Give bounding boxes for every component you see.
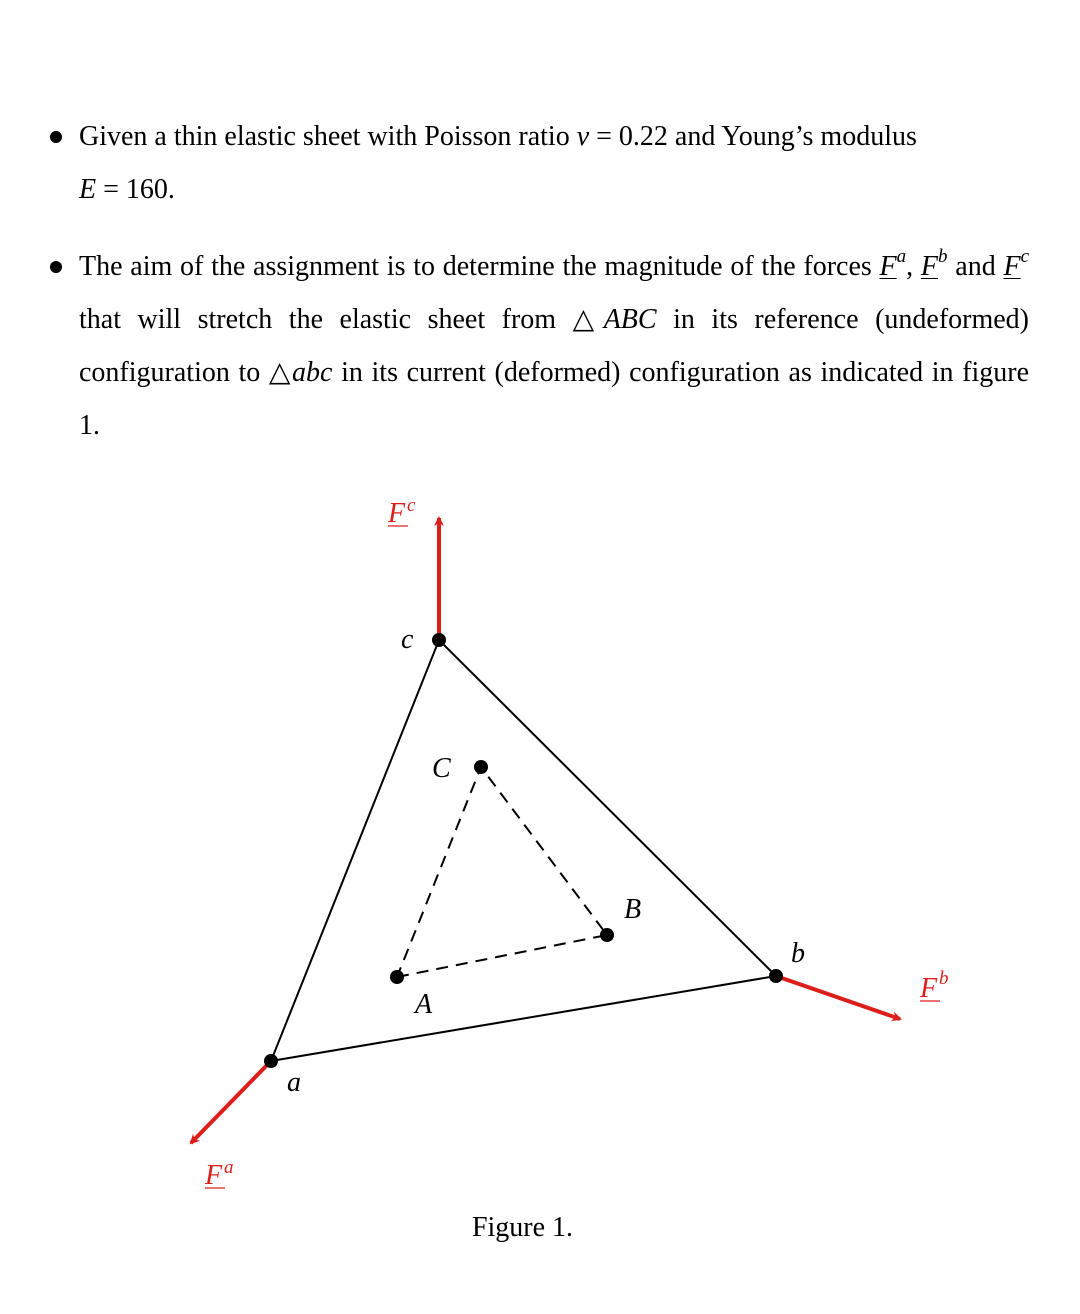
vertex-B — [600, 928, 614, 942]
label-a: a — [287, 1067, 301, 1098]
label-c: c — [401, 624, 414, 655]
force-c-symbol: F — [1003, 251, 1021, 282]
bullet2-text-c: in its reference (undeformed) configuration to △ — [79, 304, 1029, 388]
vertex-a — [264, 1054, 278, 1068]
force-b-symbol: F — [920, 251, 939, 282]
comma: , — [906, 251, 914, 282]
deformed-triangle-abc — [271, 640, 776, 1061]
vertex-C — [474, 760, 488, 774]
label-b: b — [791, 938, 805, 969]
force-c-label — [387, 495, 416, 529]
nu-symbol: ν — [576, 121, 590, 152]
vertex-A — [390, 970, 404, 984]
force-c-sup-label: c — [407, 495, 416, 516]
force-a-sup-label: a — [224, 1157, 234, 1178]
label-C: C — [432, 753, 451, 784]
force-b-sup: b — [938, 246, 948, 267]
force-a-arrow — [191, 1061, 271, 1143]
reference-triangle-ABC — [397, 767, 607, 977]
reference-triangle: ABC — [603, 304, 657, 335]
force-a-letter: F — [205, 1160, 223, 1191]
force-a-sup: a — [896, 246, 907, 267]
bullet1-text-a: Given a thin elastic sheet with Poisson ratio — [79, 121, 577, 152]
bullet2-text-d: in its current (deformed) configuration as indicated in figure 1. — [79, 357, 1030, 441]
vertex-c — [432, 633, 446, 647]
force-a-symbol: F — [879, 251, 897, 282]
bullet2-text-b: that will stretch the elastic sheet from △ — [79, 304, 604, 335]
force-a-label — [204, 1157, 234, 1191]
force-b-arrow — [776, 976, 900, 1019]
youngs-value: = 160. — [96, 174, 175, 205]
label-A: A — [415, 989, 433, 1020]
force-c-letter: F — [388, 498, 406, 529]
force-b-label — [919, 968, 949, 1004]
force-b-letter: F — [920, 973, 938, 1004]
force-b-sup-label: b — [939, 968, 949, 989]
vertex-b — [769, 969, 783, 983]
and-word: and — [947, 251, 1004, 282]
force-c-sup: c — [1020, 246, 1029, 267]
bullet2-text-a: The aim of the assignment is to determine the magnitude of the forces — [79, 251, 880, 282]
current-triangle: abc — [292, 357, 333, 388]
e-symbol: E — [79, 174, 97, 205]
figure-caption: Figure 1. — [471, 1212, 574, 1243]
poisson-value: = 0.22 and Young’s modulus — [589, 121, 917, 152]
label-B: B — [624, 894, 642, 925]
